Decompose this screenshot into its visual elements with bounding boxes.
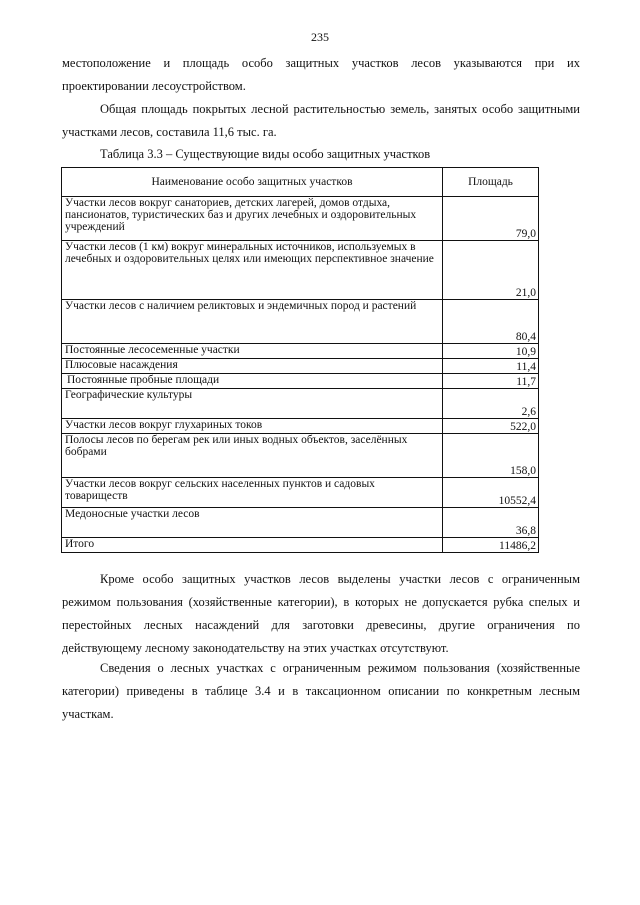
row-area: 2,6 <box>443 389 539 419</box>
paragraph-intro: местоположение и площадь особо защитных участков лесов указываются при их проектировании лесоустройством. <box>62 56 580 93</box>
header-name: Наименование особо защитных участков <box>62 168 443 197</box>
total-area: 11486,2 <box>443 538 539 553</box>
table-row <box>62 300 539 344</box>
table-row <box>62 508 539 538</box>
row-area: 10552,4 <box>443 478 539 508</box>
table-row <box>62 359 539 374</box>
row-name: Постоянные лесосеменные участки <box>62 344 443 359</box>
table-row <box>62 478 539 508</box>
row-name: Участки лесов вокруг глухариных токов <box>62 419 443 434</box>
paragraph-total-area: Общая площадь покрытых лесной растительностью земель, занятых особо защитными участками лесов, составила 11,6 тыс. га. <box>62 102 580 139</box>
total-label: Итого <box>62 538 443 553</box>
row-area: 522,0 <box>443 419 539 434</box>
row-area: 11,4 <box>443 359 539 374</box>
table-total-row <box>62 538 539 553</box>
page-number: 235 <box>311 30 329 44</box>
row-name: Географические культуры <box>62 389 443 419</box>
table-row <box>62 389 539 419</box>
table-row <box>62 344 539 359</box>
row-name: Участки лесов (1 км) вокруг минеральных источников, используемых в лечебных и оздоровительных целях или имеющих перспективное значение <box>62 241 443 300</box>
protected-areas-table <box>61 167 539 553</box>
table-row <box>62 434 539 478</box>
row-name: Плюсовые насаждения <box>62 359 443 374</box>
row-name: Медоносные участки лесов <box>62 508 443 538</box>
row-name: Полосы лесов по берегам рек или иных водных объектов, заселённых бобрами <box>62 434 443 478</box>
row-area: 21,0 <box>443 241 539 300</box>
table-row <box>62 419 539 434</box>
table-row <box>62 241 539 300</box>
header-area: Площадь <box>443 168 539 197</box>
table-header-row <box>62 168 539 197</box>
row-name: Участки лесов с наличием реликтовых и эндемичных пород и растений <box>62 300 443 344</box>
row-area: 36,8 <box>443 508 539 538</box>
row-name: Постоянные пробные площади <box>62 374 443 389</box>
paragraph-restricted-use: Кроме особо защитных участков лесов выделены участки лесов с ограниченным режимом пользования (хозяйственные категории), в которых не допускается рубка спелых и перестойных лесных насаждений для заготовки древесины, другие ограничения по действующему лесному законодательству на этих участках отсутствуют. <box>62 572 580 655</box>
row-name: Участки лесов вокруг сельских населенных пунктов и садовых товариществ <box>62 478 443 508</box>
row-area: 80,4 <box>443 300 539 344</box>
row-area: 79,0 <box>443 197 539 241</box>
table-row <box>62 374 539 389</box>
table-caption: Таблица 3.3 – Существующие виды особо защитных участков <box>100 147 431 161</box>
row-name: Участки лесов вокруг санаториев, детских лагерей, домов отдыха, пансионатов, туристических баз и других лечебных и оздоровительных учреждений <box>62 197 443 241</box>
row-area: 11,7 <box>443 374 539 389</box>
row-area: 10,9 <box>443 344 539 359</box>
paragraph-reference: Сведения о лесных участках с ограниченным режимом пользования (хозяйственные категории) приведены в таблице 3.4 и в таксационном описании по конкретным лесным участкам. <box>62 661 580 721</box>
table-row <box>62 197 539 241</box>
row-area: 158,0 <box>443 434 539 478</box>
